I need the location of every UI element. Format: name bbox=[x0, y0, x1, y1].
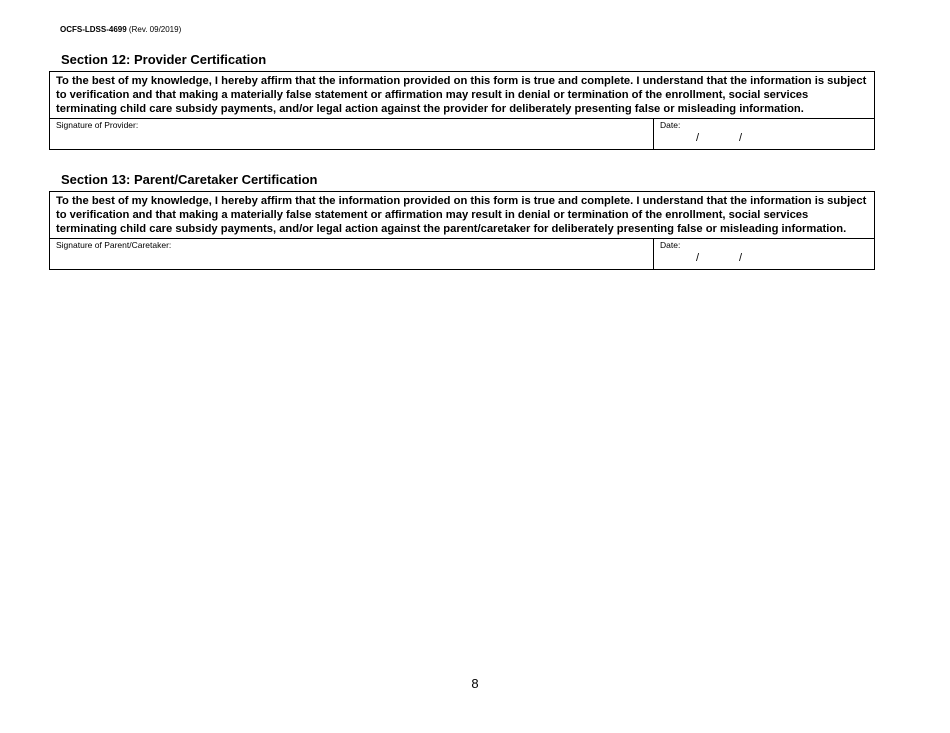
page-number: 8 bbox=[471, 676, 479, 691]
date-separator: / bbox=[739, 252, 743, 264]
certification-box bbox=[49, 71, 875, 150]
form-code: OCFS-LDSS-4699 bbox=[60, 25, 127, 34]
date-label: Date: bbox=[660, 120, 681, 130]
parent-caretaker-date-field[interactable] bbox=[654, 239, 874, 269]
section-parent-caretaker-certification bbox=[49, 172, 875, 270]
certification-text: To the best of my knowledge, I hereby affirm that the information provided on this form is true and complete. I understand that the information is subject to verification and that making a materially false statement or affirmation may result in denial or termination of the enrollment, social services terminating child care subsidy payments, and/or legal action against the provider for deliberately presenting false or misleading information. bbox=[56, 75, 867, 115]
signature-label: Signature of Provider: bbox=[56, 120, 139, 130]
certification-text: To the best of my knowledge, I hereby affirm that the information provided on this form is true and complete. I understand that the information is subject to verification and that making a materially false statement or affirmation may result in denial or termination of the enrollment, social services terminating child care subsidy payments, and/or legal action against the parent/caretaker for deliberately presenting false or misleading information. bbox=[56, 195, 867, 235]
certification-box bbox=[49, 191, 875, 270]
section-provider-certification bbox=[49, 52, 875, 150]
date-separator: / bbox=[739, 132, 743, 144]
provider-signature-field[interactable] bbox=[50, 119, 654, 149]
signature-row bbox=[50, 238, 874, 269]
date-separator: / bbox=[696, 252, 700, 264]
signature-row bbox=[50, 118, 874, 149]
section-title: Section 12: Provider Certification bbox=[61, 52, 267, 67]
form-identifier bbox=[60, 25, 181, 35]
parent-caretaker-signature-field[interactable] bbox=[50, 239, 654, 269]
date-separator: / bbox=[696, 132, 700, 144]
provider-date-field[interactable] bbox=[654, 119, 874, 149]
section-title: Section 13: Parent/Caretaker Certification bbox=[61, 172, 318, 187]
form-revision: (Rev. 09/2019) bbox=[128, 25, 182, 34]
signature-label: Signature of Parent/Caretaker: bbox=[56, 240, 172, 250]
date-label: Date: bbox=[660, 240, 681, 250]
